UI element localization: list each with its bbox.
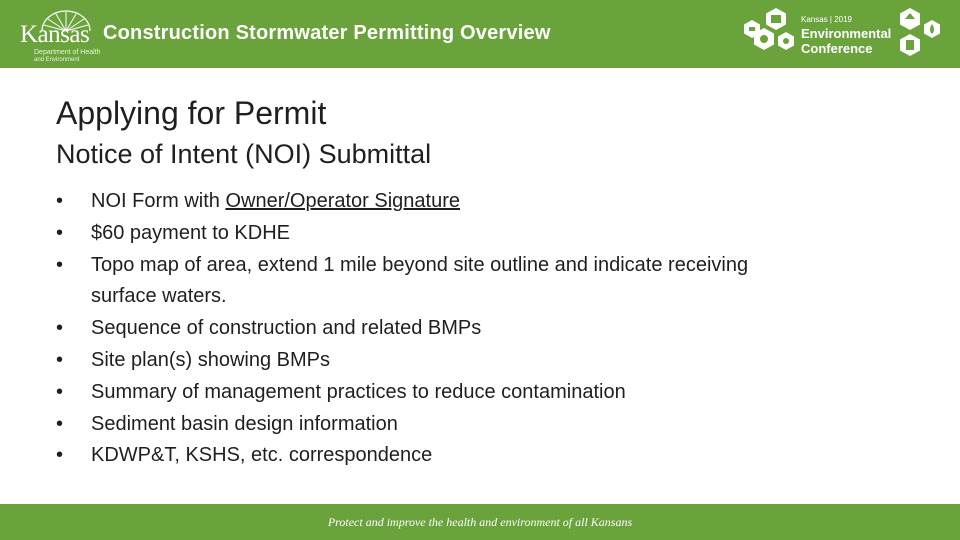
bullet-icon: •	[56, 412, 64, 435]
list-item	[56, 186, 776, 218]
footer-tagline: Protect and improve the health and environment of all Kansans	[327, 515, 633, 529]
list-item	[56, 409, 776, 441]
kdhe-wordmark: Kansas	[20, 21, 90, 48]
conference-name-line1: Environmental	[801, 26, 892, 41]
bullet-icon: •	[56, 221, 64, 244]
conference-top-line: Kansas | 2019	[801, 15, 853, 24]
list-item-text: NOI Form with	[91, 190, 226, 212]
list-item	[56, 440, 776, 472]
list-item-text: KDWP&T, KSHS, etc. correspondence	[91, 444, 433, 467]
conference-name-line2: Conference	[801, 41, 873, 56]
slide-heading: Applying for Permit	[56, 95, 327, 131]
kdhe-subtitle-line1: Department of Health	[34, 49, 101, 56]
bullet-icon: •	[56, 380, 64, 403]
list-item	[56, 345, 776, 377]
list-item	[56, 218, 776, 250]
conference-logo	[742, 6, 952, 62]
kdhe-subtitle-line2: and Environment	[34, 57, 80, 63]
bullet-icon: •	[56, 253, 64, 276]
bullet-icon: •	[56, 190, 64, 212]
list-item-text: Site plan(s) showing BMPs	[91, 348, 330, 371]
list-item	[56, 250, 776, 314]
list-item-text: Sequence of construction and related BMPs	[91, 317, 482, 340]
list-item-text: Sediment basin design information	[91, 412, 398, 435]
bullet-icon: •	[56, 317, 64, 340]
footer-bar	[0, 504, 960, 540]
header-bar	[0, 0, 960, 68]
list-item	[56, 313, 776, 345]
list-item-text: Summary of management practices to reduce contamination	[91, 380, 626, 403]
bullet-icon: •	[56, 444, 64, 467]
list-item-text: $60 payment to KDHE	[91, 221, 290, 244]
requirements-list	[56, 186, 776, 472]
list-item-underlined-text: Owner/Operator Signature	[225, 190, 461, 212]
slide-subheading: Notice of Intent (NOI) Submittal	[56, 139, 432, 169]
kdhe-logo	[8, 6, 101, 63]
list-item-text: Topo map of area, extend 1 mile beyond site outline and indicate receiving surface waters.	[91, 253, 749, 308]
list-item	[56, 377, 776, 409]
header-title: Construction Stormwater Permitting Overview	[103, 22, 551, 44]
bullet-icon: •	[56, 348, 64, 371]
